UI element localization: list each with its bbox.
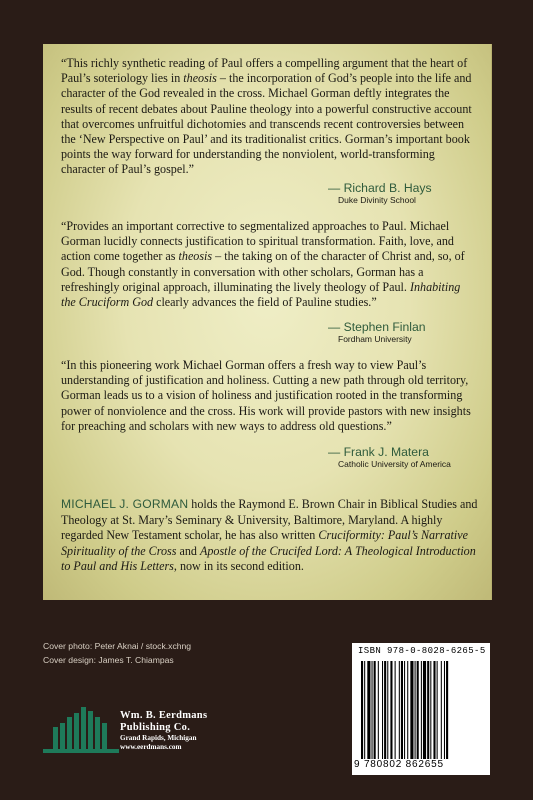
barcode-bar [441,661,442,759]
barcode-bar [387,661,388,759]
attribution-matera [328,445,451,469]
barcode-bar [390,661,392,759]
barcode-icon [360,661,484,759]
barcode-number: 9 780802 862655 [354,759,444,770]
barcode-bar [410,661,413,759]
barcode-bar [437,661,438,759]
barcode-bar [427,661,429,759]
endorser-affiliation: Catholic University of America [338,459,451,469]
quote-hays: “This richly synthetic reading of Paul offers a compelling argument that the heart of Paul’s soteriology lies in theosis – the incorporation of God’s people into the life and character of the God revealed in the cross. Michael Gorman deftly integrates the results of recent debates about Pauline theology into a powerful constructive account that overcomes unfruitful dichotomies and transcends recent controversies between the ‘New Perspective on Paul’ and its traditionalist critics. Gorman’s important book points the way forward for understanding the nonviolent, world-transforming character of Paul’s gospel.” [61,56,472,177]
isbn-barcode-box [352,643,490,775]
attribution-hays [328,181,432,205]
publisher-company: Publishing Co. [120,722,191,733]
isbn-label: ISBN 978-0-8028-6265-5 [358,646,486,656]
quote-matera: “In this pioneering work Michael Gorman offers a fresh way to view Paul’s understanding of justification and holiness. Cutting a new path through old territory, Gorman leads us to a vision of holiness and justification rooted in the transforming power of nonviolence and the cross. His work will provide pastors with new insights for preaching and scholars with new ways to address old questions.” [61,358,471,433]
quote-finlan: “Provides an important corrective to segmentalized approaches to Paul. Michael Gorman lucidly connects justification to spiritual transformation. Faith, love, and action come together as theosis – the taking on of the character of Christ and, so, of God. Though constantly in conversation with other scholars, Gorman has a refreshingly original approach, illuminating the lively theology of Paul. Inhabiting the Cruciform God clearly advances the field of Pauline studies.” [61,219,465,310]
barcode-bar [382,661,383,759]
barcode-bar [399,661,400,759]
publisher-block [120,710,207,752]
publisher-website: www.eerdmans.com [120,743,182,751]
barcode-bar [444,661,445,759]
attribution-finlan [328,320,426,344]
endorser-name: — Frank J. Matera [328,445,429,459]
cover-photo-credit: Cover photo: Peter Aknai / stock.xchng [43,641,192,651]
barcode-bar [401,661,403,759]
publisher-name: Wm. B. Eerdmans [120,710,208,721]
barcode-bar [415,661,416,759]
publisher-location: Grand Rapids, Michigan [120,734,197,742]
barcode-bar [395,661,396,759]
cover-design-credit: Cover design: James T. Chiampas [43,654,174,665]
barcode-bar [433,661,435,759]
barcode-bar [378,661,379,759]
barcode-bar [446,661,448,759]
barcode-bar [430,661,431,759]
barcode-bar [384,661,386,759]
barcode-bar [374,661,376,759]
barcode-bar [421,661,422,759]
barcode-bar [367,661,370,759]
endorser-affiliation: Fordham University [338,334,412,344]
barcode-bar [372,661,373,759]
endorser-name: — Stephen Finlan [328,320,426,334]
eerdmans-logo-icon [43,705,119,755]
endorser-affiliation: Duke Divinity School [338,195,416,205]
cover-credits [43,640,191,667]
barcode-bar [423,661,426,759]
barcode-bar [407,661,408,759]
barcode-bar [361,661,363,759]
author-bio: MICHAEL J. GORMAN holds the Raymond E. Brown Chair in Biblical Studies and Theology at St. Mary’s Seminary & University, Baltimore, Maryland. A highly regarded New Testament scholar, he has also written Cruciformity: Paul’s Narrative Spirituality of the Cross and Apostle of the Crucifed Lord: A Theological Introduction to Paul and His Letters, now in its second edition. [61,497,478,574]
endorser-name: — Richard B. Hays [328,181,432,195]
barcode-bar [364,661,365,759]
author-name: MICHAEL J. GORMAN [61,497,189,511]
barcode-bar [417,661,419,759]
barcode-bar [404,661,405,759]
